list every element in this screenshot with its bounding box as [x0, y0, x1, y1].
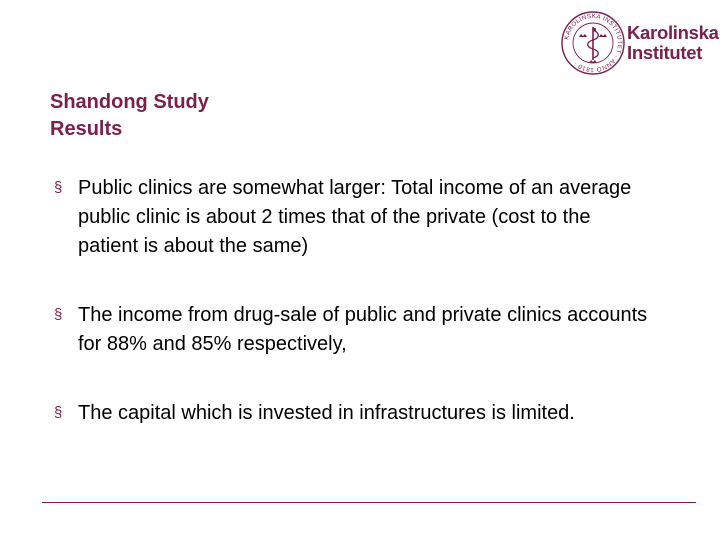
- bullet-marker-icon: §: [54, 306, 63, 323]
- footer-divider: [42, 502, 696, 503]
- bullet-text: Public clinics are somewhat larger: Total income of an average public clinic is about 2 times that of the private (cost to the patient is about the same): [78, 177, 632, 257]
- karolinska-wordmark: [627, 23, 719, 63]
- slide-title-line-2: Results: [50, 118, 123, 140]
- karolinska-seal-icon: [560, 10, 626, 76]
- bullet-list: [50, 174, 650, 428]
- slide-title: [50, 89, 209, 143]
- bullet-text: The capital which is invested in infrastructures is limited.: [78, 402, 575, 424]
- bullet-text: The income from drug-sale of public and private clinics accounts for 88% and 85% respectively,: [78, 304, 648, 355]
- karolinska-logo: [560, 10, 720, 82]
- wordmark-line-2: Institutet: [627, 42, 703, 63]
- bullet-item: [50, 301, 650, 359]
- bullet-item: [50, 399, 650, 428]
- bullet-item: [50, 174, 650, 261]
- bullet-marker-icon: §: [54, 404, 63, 421]
- wordmark-line-1: Karolinska: [627, 22, 719, 43]
- slide-title-line-1: Shandong Study: [50, 91, 209, 113]
- bullet-marker-icon: §: [54, 179, 63, 196]
- svg-text:KAROLINSKA INSTITUTET · ANNO 1: KAROLINSKA INSTITUTET · ANNO 1810 ·: [563, 12, 624, 74]
